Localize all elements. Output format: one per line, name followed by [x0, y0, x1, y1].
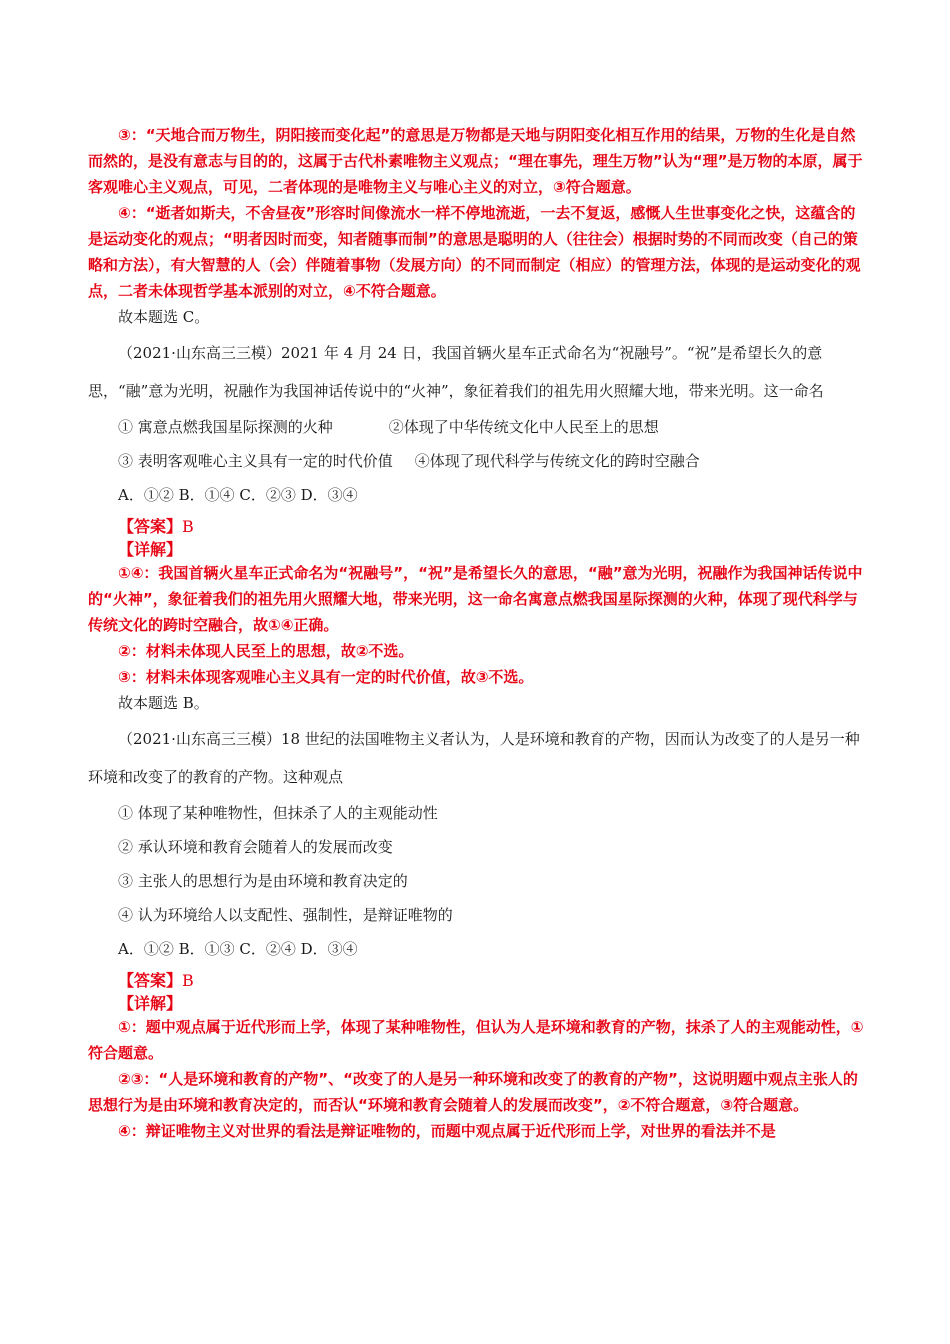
option-row: [88, 410, 866, 444]
option-2: ② 承认环境和教育会随着人的发展而改变: [118, 838, 393, 856]
explanation-item-4: ④：“逝者如斯夫，不舍昼夜”形容时间像流水一样不停地流逝，一去不复返，感慨人生世事变化之快，这蕴含的是运动变化的观点；“明者因时而变，知者随事而制”的意思是聪明的人（往往会）根据时势的不同而改变（自己的策略和方法），有大智慧的人（会）伴随着事物（发展方向）的不同而制定（相应）的管理方法，体现的是运动变化的观点，二者未体现哲学基本派别的对立，④不符合题意。: [88, 204, 861, 300]
option-4: ④ 认为环境给人以支配性、强制性，是辩证唯物的: [118, 906, 453, 924]
answer-value: B: [182, 517, 194, 536]
answer-line: [88, 968, 866, 991]
detail-item-1: ①④：我国首辆火星车正式命名为“祝融号”，“祝”是希望长久的意思，“融”意为光明，祝融作为我国神话传说中的“火神”，象征着我们的祖先用火照耀大地，带来光明，这一命名寓意点燃我国星际探测的火种，体现了现代科学与传统文化的跨时空融合，故①④正确。: [88, 564, 863, 634]
option-1: ① 寓意点燃我国星际探测的火种: [118, 418, 333, 436]
question-stem-1: （2021·山东高三三模）2021 年 4 月 24 日，我国首辆火星车正式命名为“祝融号”。“祝”是希望长久的意思，“融”意为光明，祝融作为我国神话传说中的“火神”，象征着我们的祖先用火照耀大地，带来光明。这一命名: [88, 344, 824, 400]
detail-label: 【详解】: [118, 540, 183, 559]
answer-label: 【答案】: [118, 517, 183, 536]
detail-item-3: ③：材料未体现客观唯心主义具有一定的时代价值，故③不选。: [118, 668, 534, 686]
detail-item-2: ②③：“人是环境和教育的产物”、“改变了的人是另一种环境和改变了的教育的产物”，这说明题中观点主张人的思想行为是由环境和教育决定的，而否认“环境和教育会随着人的发展而改变”，②不符合题意，③符合题意。: [88, 1070, 858, 1114]
conclusion-line: 故本题选 C。: [118, 308, 210, 326]
answer-value: B: [182, 971, 194, 990]
answer-line: [88, 514, 866, 537]
option-2: ②体现了中华传统文化中人民至上的思想: [388, 418, 659, 436]
option-row: [88, 444, 866, 478]
answer-label: 【答案】: [118, 971, 183, 990]
answer-choices: A．①② B．①④ C．②③ D．③④: [118, 486, 358, 504]
detail-item-1: ①：题中观点属于近代形而上学，体现了某种唯物性，但认为人是环境和教育的产物，抹杀了人的主观能动性，①符合题意。: [88, 1018, 864, 1062]
detail-item-2: ②：材料未体现人民至上的思想，故②不选。: [118, 642, 414, 660]
option-3: ③ 主张人的思想行为是由环境和教育决定的: [118, 872, 408, 890]
option-1: ① 体现了某种唯物性，但抹杀了人的主观能动性: [118, 804, 438, 822]
conclusion-line: 故本题选 B。: [118, 694, 209, 712]
question-stem-2: （2021·山东高三三模）18 世纪的法国唯物主义者认为，人是环境和教育的产物，因而认为改变了的人是另一种环境和改变了的教育的产物。这种观点: [88, 730, 860, 786]
detail-label: 【详解】: [118, 994, 183, 1013]
explanation-item-3: ③：“天地合而万物生，阴阳接而变化起”的意思是万物都是天地与阴阳变化相互作用的结果，万物的生化是自然而然的，是没有意志与目的的，这属于古代朴素唯物主义观点；“理在事先，理生万物”认为“理”是万物的本原，属于客观唯心主义观点，可见，二者体现的是唯物主义与唯心主义的对立，③符合题意。: [88, 126, 863, 196]
option-3: ③ 表明客观唯心主义具有一定的时代价值: [118, 452, 393, 470]
page-content: [88, 122, 866, 1144]
answer-choices: A．①② B．①③ C．②④ D．③④: [118, 940, 358, 958]
detail-item-3: ④：辩证唯物主义对世界的看法是辩证唯物的，而题中观点属于近代形而上学，对世界的看法并不是: [118, 1122, 776, 1140]
option-4: ④体现了现代科学与传统文化的跨时空融合: [414, 452, 700, 470]
